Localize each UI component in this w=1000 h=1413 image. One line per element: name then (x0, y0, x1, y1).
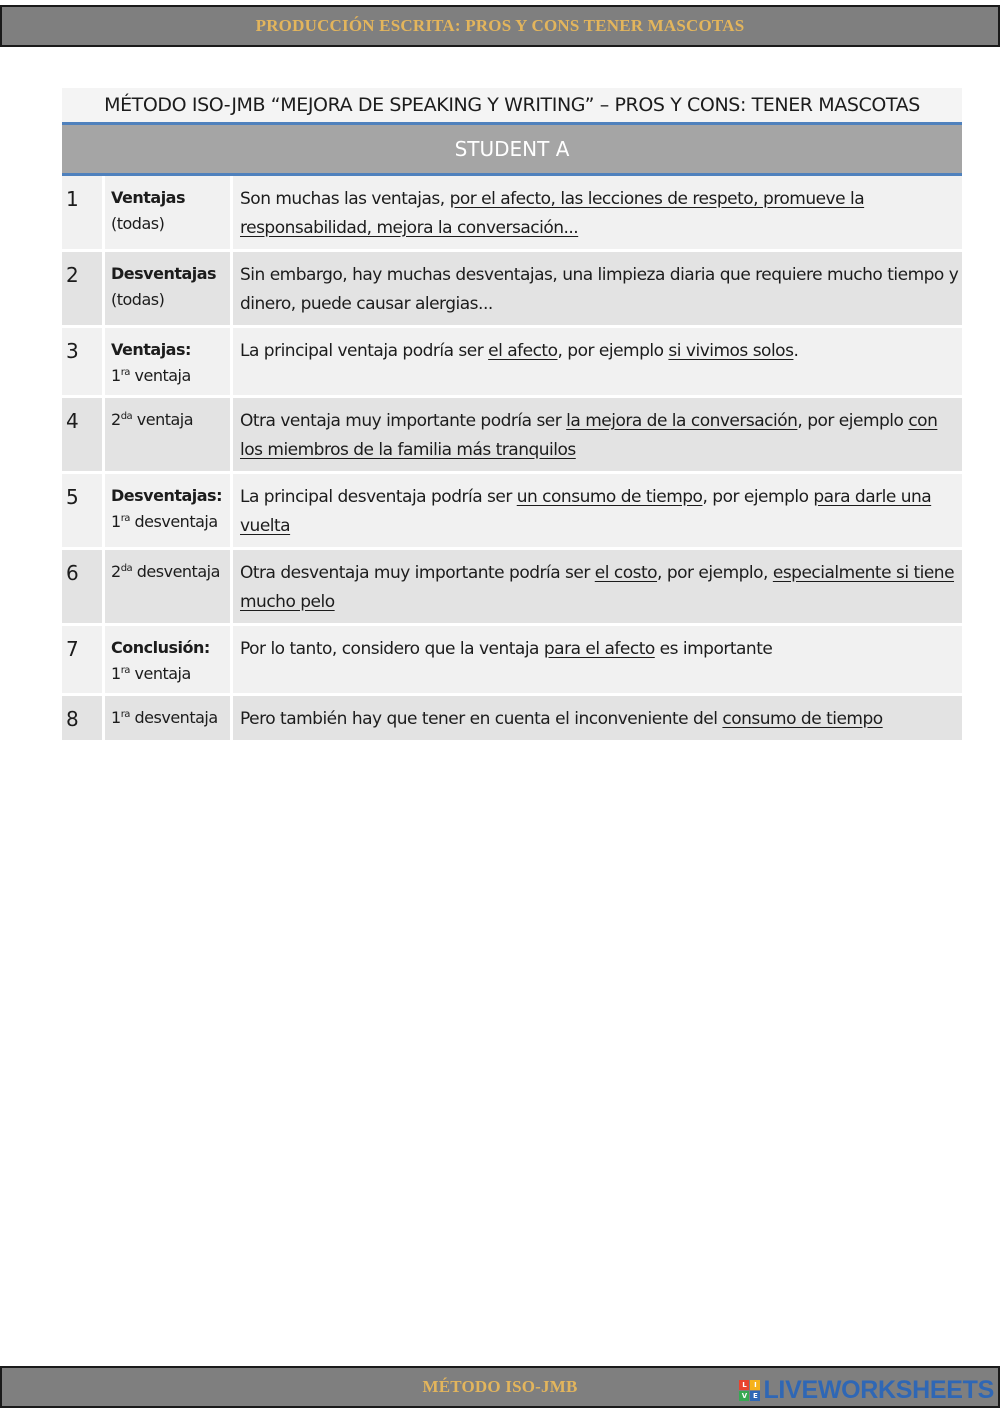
row-number: 6 (62, 549, 104, 625)
ordinal-word: ventaja (132, 410, 194, 429)
row-label-ordinal (111, 509, 224, 535)
row-label (104, 695, 232, 742)
text-segment: es importante (654, 639, 773, 659)
worksheet-title: MÉTODO ISO-JMB “MEJORA DE SPEAKING Y WRITING” – PROS Y CONS: TENER MASCOTAS (62, 88, 962, 122)
table-row (62, 397, 962, 473)
text-segment: Sin embargo, hay muchas desventajas, una limpieza diaria que requiere mucho tiempo y dinero, puede causar alergias... (240, 265, 959, 314)
table-row (62, 327, 962, 397)
row-label (104, 549, 232, 625)
text-segment: , por ejemplo (702, 487, 814, 507)
pros-cons-table (62, 176, 962, 743)
row-label-heading: Desventajas (111, 264, 217, 283)
underlined-phrase: consumo de tiempo (722, 709, 883, 729)
row-label-ordinal (111, 407, 224, 433)
ordinal-word: ventaja (129, 366, 191, 385)
table-row (62, 176, 962, 251)
logo-square: L (739, 1380, 749, 1390)
row-number: 8 (62, 695, 104, 742)
underlined-phrase: si vivimos solos (668, 341, 794, 361)
ordinal-number: 1 (111, 366, 121, 385)
top-banner-title: PRODUCCIÓN ESCRITA: PROS Y CONS TENER MASCOTAS (255, 16, 745, 35)
row-text (232, 549, 963, 625)
table-row (62, 251, 962, 327)
ordinal-word: ventaja (129, 664, 191, 683)
underlined-phrase: por el afecto, las lecciones de respeto, promueve la responsabilidad, mejora la conversación... (240, 189, 865, 238)
ordinal-suffix: ra (120, 665, 130, 676)
row-text (232, 695, 963, 742)
underlined-phrase: el afecto (488, 341, 558, 361)
row-label (104, 625, 232, 695)
row-label-sub: (todas) (111, 290, 165, 309)
ordinal-word: desventaja (132, 562, 220, 581)
logo-wordmark: LIVEWORKSHEETS (763, 1376, 994, 1404)
row-label-heading: Conclusión: (111, 638, 210, 657)
student-header: STUDENT A (62, 125, 962, 173)
text-segment: Otra ventaja muy importante podría ser (240, 411, 567, 431)
row-number: 5 (62, 473, 104, 549)
text-segment: , por ejemplo (797, 411, 909, 431)
row-text (232, 251, 963, 327)
underlined-phrase: especialmente si tiene mucho pelo (240, 563, 955, 612)
row-label-ordinal (111, 363, 224, 389)
row-label-heading: Desventajas: (111, 486, 222, 505)
logo-square: I (750, 1380, 760, 1390)
underlined-phrase: un consumo de tiempo (516, 487, 703, 507)
table-row (62, 549, 962, 625)
row-number: 3 (62, 327, 104, 397)
ordinal-number: 1 (111, 664, 121, 683)
row-label-heading: Ventajas: (111, 340, 191, 359)
row-number: 7 (62, 625, 104, 695)
worksheet-table-image (62, 88, 962, 743)
row-text (232, 327, 963, 397)
table-row (62, 695, 962, 742)
row-label (104, 397, 232, 473)
text-segment: La principal ventaja podría ser (240, 341, 489, 361)
underlined-phrase: el costo (594, 563, 658, 583)
row-label-sub: (todas) (111, 214, 165, 233)
ordinal-number: 1 (111, 512, 121, 531)
ordinal-suffix: da (120, 411, 133, 422)
row-number: 2 (62, 251, 104, 327)
text-segment: Son muchas las ventajas, (240, 189, 450, 209)
liveworksheets-logo[interactable] (739, 1376, 994, 1405)
underlined-phrase: para el afecto (543, 639, 655, 659)
text-segment: . (793, 341, 799, 361)
row-label-ordinal (111, 559, 224, 585)
ordinal-number: 2 (111, 410, 121, 429)
ordinal-number: 1 (111, 708, 121, 727)
bottom-banner (0, 1366, 1000, 1408)
underlined-phrase: con los miembros de la familia más tranquilos (240, 411, 938, 460)
row-label-ordinal (111, 661, 224, 687)
logo-squares-icon (739, 1380, 760, 1401)
row-number: 4 (62, 397, 104, 473)
logo-square: E (750, 1391, 760, 1401)
text-segment: , por ejemplo, (657, 563, 773, 583)
ordinal-number: 2 (111, 562, 121, 581)
row-label (104, 327, 232, 397)
ordinal-word: desventaja (129, 512, 218, 531)
underlined-phrase: la mejora de la conversación (566, 411, 798, 431)
row-label (104, 251, 232, 327)
ordinal-word: desventaja (129, 708, 218, 727)
row-text (232, 473, 963, 549)
ordinal-suffix: da (120, 563, 133, 574)
footer-text: MÉTODO ISO-JMB (422, 1377, 578, 1396)
text-segment: Por lo tanto, considero que la ventaja (240, 639, 544, 659)
row-label-ordinal (111, 705, 224, 731)
ordinal-suffix: ra (120, 709, 130, 720)
top-banner (0, 5, 1000, 47)
table-row (62, 625, 962, 695)
row-text (232, 397, 963, 473)
row-text (232, 176, 963, 251)
text-segment: Otra desventaja muy importante podría ser (240, 563, 595, 583)
row-label (104, 176, 232, 251)
row-label (104, 473, 232, 549)
row-text (232, 625, 963, 695)
ordinal-suffix: ra (120, 367, 130, 378)
text-segment: , por ejemplo (557, 341, 669, 361)
text-segment: La principal desventaja podría ser (240, 487, 517, 507)
table-row (62, 473, 962, 549)
ordinal-suffix: ra (120, 513, 130, 524)
text-segment: Pero también hay que tener en cuenta el inconveniente del (240, 709, 723, 729)
underlined-phrase: para darle una vuelta (240, 487, 932, 536)
row-label-heading: Ventajas (111, 188, 185, 207)
row-number: 1 (62, 176, 104, 251)
logo-square: V (739, 1391, 749, 1401)
